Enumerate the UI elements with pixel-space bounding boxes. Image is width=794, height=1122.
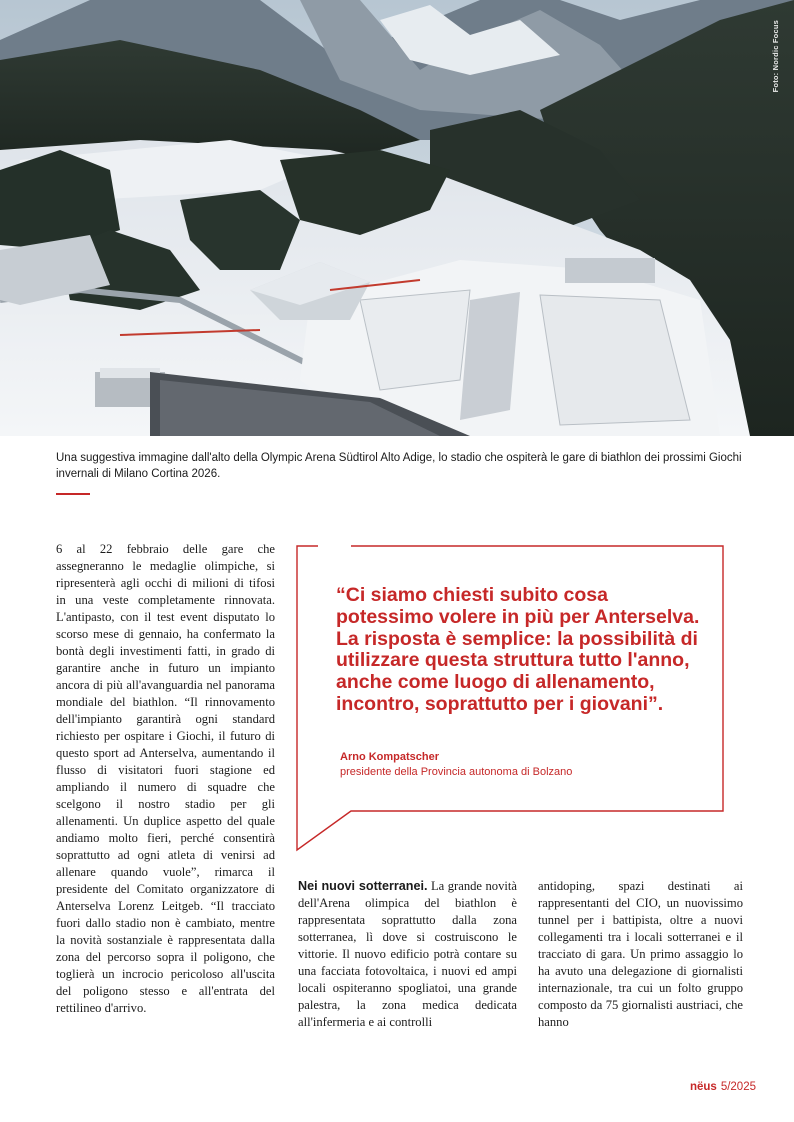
quote-author: Arno Kompatscher	[340, 751, 440, 763]
photo-credit: Foto: Nordic Focus	[771, 20, 780, 93]
article-column-1: 6 al 22 febbraio delle gare che assegneranno le medaglie olimpiche, si ripresenterà agli occhi di milioni di tifosi in una veste completamente rinnovata. L'antipasto, con il test event disputato lo scorso mese di gennaio, ha confermato la bontà degli investimenti fatti, in grado di garantire anche in futuro un impianto ancora di più all'avanguardia nel panorama mondiale del biathlon. “Il rinnovamento dell'impianto garantirà ogni standard richiesto per ospitare i Giochi, il futuro di questo sport ad Anterselva, aumentando il flusso di visitatori fuori stagione ed ampliando il numero di squadre che scelgono il nostro stadio per gli allenamenti. Un duplice aspetto del quale andiamo molto fieri, perché consentirà soprattutto ad ogni atleta di venirsi ad allenare quando vuole”, rimarca il presidente del Comitato organizzatore di Anterselva Lorenz Leitgeb. “Il tracciato fuori dallo stadio non è cambiato, mentre la novità sostanziale è rappresentata dalla zona del percorso sopra il poligono, che toglierà un incrocio pericoloso all'uscita del poligono stesso e all'entrata del rettilineo d'arrivo.	[56, 542, 275, 1015]
pull-quote: “Ci siamo chiesti subito cosa potessimo volere in più per Anterselva. La risposta è semplice: la possibilità di utilizzare questa struttura tutto l'anno, anche come luogo di allenamento, incontro, soprattutto per i giovani”.	[336, 584, 700, 715]
section-subhead: Nei nuovi sotterranei.	[298, 879, 428, 893]
arena-aerial-image	[0, 0, 794, 436]
quote-author-role: presidente della Provincia autonoma di Bolzano	[340, 766, 573, 778]
photo-caption: Una suggestiva immagine dall'alto della Olympic Arena Südtirol Alto Adige, lo stadio che ospiterà le gare di biathlon dei prossimi Giochi invernali di Milano Cortina 2026.	[56, 452, 742, 480]
article-column-3: antidoping, spazi destinati ai rappresentanti del CIO, un nuovissimo tunnel per i battipista, oltre a nuovi collegamenti tra i locali sotterranei e il tracciato di gara. Un primo assaggio lo ha avuto una delegazione di giornalisti internazionale, tra cui un folto gruppo composto da 75 giornalisti austriaci, che hanno	[538, 879, 743, 1029]
caption-divider	[56, 493, 90, 495]
article-column-2	[298, 878, 517, 1031]
aerial-photo	[0, 0, 794, 436]
column-2-text: La grande novità dell'Arena olimpica del biathlon è rappresentata soprattutto dalla zona sotterranea, lì dove si costruiscono le vittorie. Il nuovo edificio potrà contare su una facciata fotovoltaica, i nuovi ed ampi locali ospiteranno spogliatoi, una grande palestra, la zona medica dedicata all'infermeria e ai controlli	[298, 879, 517, 1029]
magazine-brand: nëus	[689, 1081, 717, 1093]
page-footer	[690, 1081, 756, 1093]
issue-number: 5/2025	[720, 1081, 756, 1093]
